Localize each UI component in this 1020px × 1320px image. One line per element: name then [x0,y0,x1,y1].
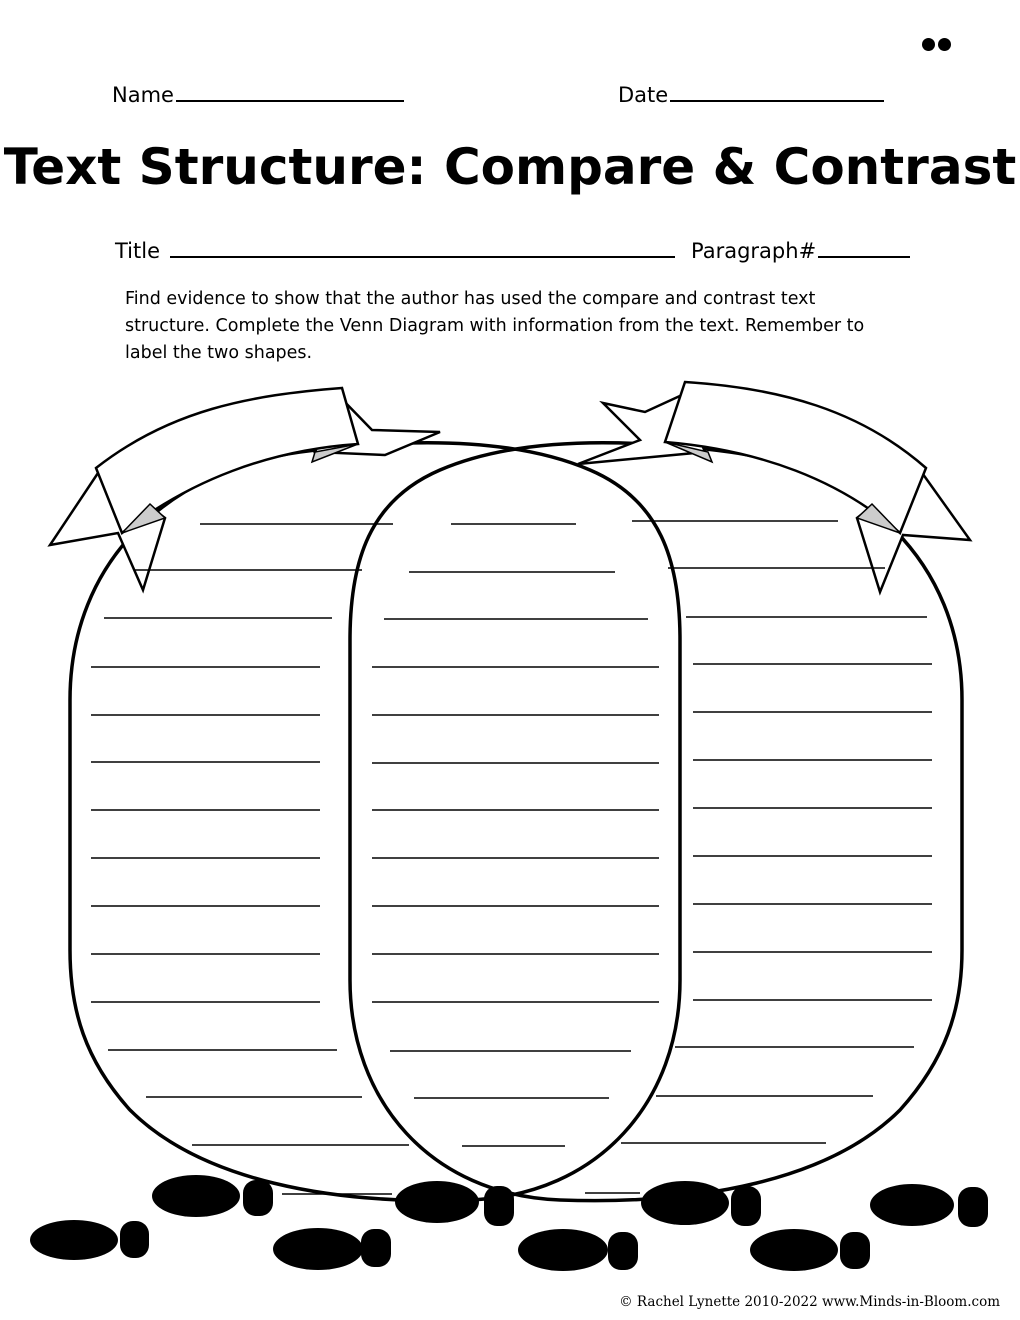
name-field[interactable] [112,82,404,107]
date-field[interactable] [618,82,884,107]
title-line[interactable] [170,238,675,258]
dots-icon [922,36,954,55]
copyright-notice: © Rachel Lynette 2010-2022 www.Minds-in-Bloom.com [619,1294,1000,1310]
venn-diagram [0,370,1020,1290]
footprint-icon [30,1175,988,1271]
paragraph-line[interactable] [818,238,910,258]
writing-lines [91,521,932,1194]
title-field[interactable] [115,238,675,263]
instructions: Find evidence to show that the author has used the compare and contrast text structure. Complete the Venn Diagram with information from the text. Remember to label the two shapes. [125,289,865,363]
paragraph-label: Paragraph# [691,239,817,263]
date-label: Date [618,83,669,107]
right-ribbon-banner-icon [578,382,970,592]
name-label: Name [112,83,174,107]
name-line[interactable] [176,82,404,102]
date-line[interactable] [670,82,884,102]
paragraph-field[interactable] [691,238,910,263]
left-ribbon-banner-icon [50,388,440,590]
page-title: Text Structure: Compare & Contrast [3,138,1017,196]
title-label: Title [115,239,161,263]
